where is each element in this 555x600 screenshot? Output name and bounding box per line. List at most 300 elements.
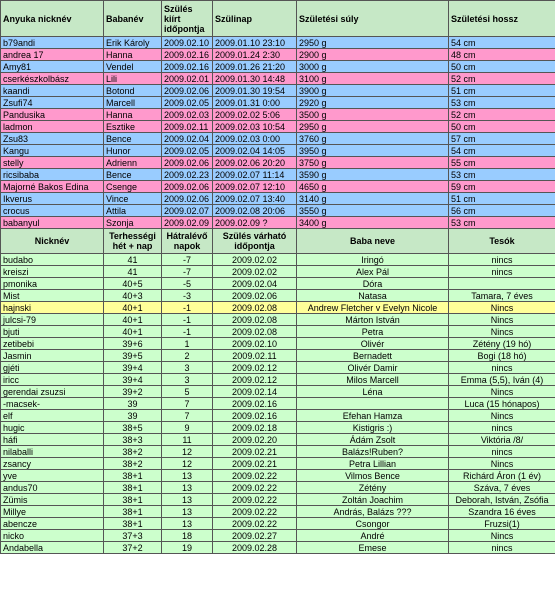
expected-cell: kreiszi [1, 266, 104, 278]
expected-table-row [1, 338, 555, 350]
expected-cell: 2009.02.22 [213, 494, 297, 506]
birth-table-row [1, 73, 555, 85]
birth-table-row [1, 121, 555, 133]
expected-cell: Tamara, 7 éves [449, 290, 555, 302]
expected-cell: 39+2 [104, 386, 162, 398]
birth-cell: 2950 g [297, 37, 449, 49]
expected-cell: -5 [162, 278, 213, 290]
expected-cell: -1 [162, 326, 213, 338]
birth-header-cell: Szülinap [213, 1, 297, 37]
birth-header-cell: Babanév [104, 1, 162, 37]
expected-cell: 41 [104, 266, 162, 278]
expected-cell: Milos Marcell [297, 374, 449, 386]
expected-cell: Zétény (19 hó) [449, 338, 555, 350]
birth-cell: 2009.02.01 [162, 73, 213, 85]
expected-table-row [1, 398, 555, 410]
birth-cell: 2009.02.06 [162, 157, 213, 169]
expected-table-row [1, 254, 555, 266]
birth-cell: 2009.02.10 [162, 37, 213, 49]
birth-cell: 2009.02.16 [162, 49, 213, 61]
expected-cell: Dóra [297, 278, 449, 290]
expected-cell: Zümis [1, 494, 104, 506]
birth-cell: 3400 g [297, 217, 449, 229]
expected-cell: gjéti [1, 362, 104, 374]
birth-header-cell: Születési hossz [449, 1, 555, 37]
expected-cell: Kistigris :) [297, 422, 449, 434]
expected-table-row [1, 446, 555, 458]
birth-table-row [1, 61, 555, 73]
expected-cell: 39 [104, 398, 162, 410]
birth-cell: Szonja [104, 217, 162, 229]
expected-cell: 38+2 [104, 446, 162, 458]
birth-cell: cserkészkolbász [1, 73, 104, 85]
birth-cell: 2009.02.07 [162, 205, 213, 217]
birth-cell: 2009.02.03 0:00 [213, 133, 297, 145]
expected-cell: 40+5 [104, 278, 162, 290]
expected-cell: nincs [449, 266, 555, 278]
expected-header-cell: Szülés várható időpontja [213, 229, 297, 254]
birth-cell: 2009.01.26 21:20 [213, 61, 297, 73]
expected-cell: nincs [449, 542, 555, 554]
expected-cell: Nincs [449, 326, 555, 338]
birth-cell: Esztike [104, 121, 162, 133]
expected-cell: 2009.02.08 [213, 302, 297, 314]
expected-cell: Zoltán Joachim [297, 494, 449, 506]
expected-cell: 11 [162, 434, 213, 446]
expected-cell: -1 [162, 302, 213, 314]
birth-cell: Zsu83 [1, 133, 104, 145]
expected-cell: Nincs [449, 458, 555, 470]
expected-cell: Bernadett [297, 350, 449, 362]
expected-cell: 19 [162, 542, 213, 554]
expected-header-cell: Nicknév [1, 229, 104, 254]
expected-cell: julcsi-79 [1, 314, 104, 326]
expected-table-row [1, 494, 555, 506]
expected-cell: Zétény [297, 482, 449, 494]
expected-cell: Iringó [297, 254, 449, 266]
expected-cell: abencze [1, 518, 104, 530]
expected-table-row [1, 434, 555, 446]
expected-cell: 13 [162, 518, 213, 530]
expected-cell: 38+5 [104, 422, 162, 434]
birth-cell: 2009.01.31 0:00 [213, 97, 297, 109]
expected-cell: nincs [449, 362, 555, 374]
expected-table-row [1, 290, 555, 302]
expected-cell: 2009.02.06 [213, 290, 297, 302]
expected-cell: 7 [162, 410, 213, 422]
birth-cell: 3500 g [297, 109, 449, 121]
expected-cell: 12 [162, 446, 213, 458]
expected-cell: 1 [162, 338, 213, 350]
expected-table-row [1, 482, 555, 494]
birth-cell: 57 cm [449, 133, 555, 145]
birth-table-row [1, 37, 555, 49]
expected-cell: 38+1 [104, 518, 162, 530]
birth-cell: Ikverus [1, 193, 104, 205]
expected-cell: 2009.02.18 [213, 422, 297, 434]
birth-cell: 55 cm [449, 157, 555, 169]
expected-cell: 2009.02.02 [213, 266, 297, 278]
birth-table-row [1, 205, 555, 217]
birth-cell: 52 cm [449, 73, 555, 85]
expected-cell: nincs [449, 446, 555, 458]
expected-table-row [1, 458, 555, 470]
birth-cell: Attila [104, 205, 162, 217]
expected-cell: 3 [162, 362, 213, 374]
expected-cell: nilaballi [1, 446, 104, 458]
expected-cell [449, 278, 555, 290]
expected-cell: 38+1 [104, 506, 162, 518]
expected-cell: -macsek- [1, 398, 104, 410]
expected-cell: 40+3 [104, 290, 162, 302]
birth-cell: Adrienn [104, 157, 162, 169]
expected-cell: 37+3 [104, 530, 162, 542]
birth-table-row [1, 181, 555, 193]
expected-table-row [1, 530, 555, 542]
expected-table-row [1, 542, 555, 554]
expected-cell: Viktória /8/ [449, 434, 555, 446]
expected-cell: 2009.02.22 [213, 470, 297, 482]
expected-cell: nincs [449, 422, 555, 434]
birth-header-cell: Anyuka nicknév [1, 1, 104, 37]
expected-cell: 2009.02.02 [213, 254, 297, 266]
expected-cell: 2009.02.22 [213, 482, 297, 494]
birth-cell: 2009.01.10 23:10 [213, 37, 297, 49]
birth-cell: 3590 g [297, 169, 449, 181]
birth-cell: 2009.02.06 20:20 [213, 157, 297, 169]
expected-cell: budabo [1, 254, 104, 266]
birth-cell: 2009.02.23 [162, 169, 213, 181]
expected-cell: 39+4 [104, 362, 162, 374]
birth-cell: 2009.02.09 [162, 217, 213, 229]
expected-cell: zsancy [1, 458, 104, 470]
expected-cell: -7 [162, 266, 213, 278]
expected-cell: zetibebi [1, 338, 104, 350]
expected-cell: gerendai zsuzsi [1, 386, 104, 398]
expected-table-header [1, 229, 555, 254]
expected-cell: Nincs [449, 314, 555, 326]
expected-cell: 38+3 [104, 434, 162, 446]
expected-cell: 13 [162, 494, 213, 506]
birth-cell: Vince [104, 193, 162, 205]
birth-cell: stelly [1, 157, 104, 169]
birth-cell: 2900 g [297, 49, 449, 61]
birth-table-row [1, 97, 555, 109]
birth-cell: Pandusika [1, 109, 104, 121]
expected-cell: 2009.02.04 [213, 278, 297, 290]
expected-cell: Natasa [297, 290, 449, 302]
expected-table-row [1, 386, 555, 398]
birth-cell: Marcell [104, 97, 162, 109]
birth-cell: 3550 g [297, 205, 449, 217]
expected-cell: 41 [104, 254, 162, 266]
birth-table-row [1, 193, 555, 205]
expected-cell: Jasmin [1, 350, 104, 362]
birth-cell: 52 cm [449, 109, 555, 121]
expected-cell: 2009.02.08 [213, 314, 297, 326]
expected-cell: 2009.02.14 [213, 386, 297, 398]
expected-cell: 39+6 [104, 338, 162, 350]
birth-cell: 2009.02.09 ? [213, 217, 297, 229]
birth-table-row [1, 217, 555, 229]
birth-cell: 2009.02.02 5:06 [213, 109, 297, 121]
expected-cell: 38+1 [104, 470, 162, 482]
expected-cell: 2009.02.20 [213, 434, 297, 446]
birth-cell: 2920 g [297, 97, 449, 109]
expected-cell: 40+1 [104, 326, 162, 338]
birth-cell: 3750 g [297, 157, 449, 169]
birth-cell: 2009.02.07 11:14 [213, 169, 297, 181]
birth-cell: Botond [104, 85, 162, 97]
expected-cell: 2009.02.11 [213, 350, 297, 362]
birth-cell: Lili [104, 73, 162, 85]
expected-cell: 2009.02.12 [213, 374, 297, 386]
expected-cell: 2009.02.16 [213, 398, 297, 410]
expected-table-row [1, 302, 555, 314]
expected-cell: 39 [104, 410, 162, 422]
expected-table-row [1, 362, 555, 374]
birth-table-row [1, 49, 555, 61]
expected-table-row [1, 266, 555, 278]
expected-cell [297, 398, 449, 410]
birth-table-row [1, 157, 555, 169]
birth-table-header [1, 1, 555, 37]
expected-cell: 2 [162, 350, 213, 362]
birth-table-row [1, 109, 555, 121]
expected-cell: Nincs [449, 386, 555, 398]
expected-cell: Petra [297, 326, 449, 338]
expected-cell: Nincs [449, 410, 555, 422]
birth-cell: Bence [104, 133, 162, 145]
birth-cell: Bence [104, 169, 162, 181]
expected-cell: Andrew Fletcher v Evelyn Nicole [297, 302, 449, 314]
birth-cell: 3000 g [297, 61, 449, 73]
expected-table-row [1, 314, 555, 326]
expected-cell: Emma (5,5), Iván (4) [449, 374, 555, 386]
birth-cell: 2009.02.05 [162, 97, 213, 109]
birth-cell: 2009.02.06 [162, 193, 213, 205]
expected-cell: Petra Lillian [297, 458, 449, 470]
expected-cell: Millye [1, 506, 104, 518]
birth-cell: Amy81 [1, 61, 104, 73]
birth-cell: Hanna [104, 109, 162, 121]
birth-cell: 53 cm [449, 169, 555, 181]
birth-cell: 3900 g [297, 85, 449, 97]
expected-cell: Mist [1, 290, 104, 302]
expected-cell: yve [1, 470, 104, 482]
birth-cell: 59 cm [449, 181, 555, 193]
birth-cell: 53 cm [449, 217, 555, 229]
expected-cell: Andabella [1, 542, 104, 554]
expected-cell: 37+2 [104, 542, 162, 554]
birth-cell: Kangu [1, 145, 104, 157]
birth-cell: 3140 g [297, 193, 449, 205]
birth-cell: 2009.01.24 2:30 [213, 49, 297, 61]
expected-cell: 2009.02.21 [213, 446, 297, 458]
expected-cell: Vilmos Bence [297, 470, 449, 482]
expected-cell: Márton István [297, 314, 449, 326]
birth-cell: babanyul [1, 217, 104, 229]
expected-table-row [1, 518, 555, 530]
expected-cell: 2009.02.22 [213, 506, 297, 518]
expected-cell: 2009.02.27 [213, 530, 297, 542]
birth-cell: 2009.02.16 [162, 61, 213, 73]
expected-cell: Olivér [297, 338, 449, 350]
birth-cell: Zsufi74 [1, 97, 104, 109]
expected-cell: 40+1 [104, 302, 162, 314]
expected-table-row [1, 470, 555, 482]
expected-cell: 39+5 [104, 350, 162, 362]
birth-cell: 51 cm [449, 85, 555, 97]
birth-cell: andrea 17 [1, 49, 104, 61]
expected-cell: Csongor [297, 518, 449, 530]
birth-cell: 2009.02.05 [162, 145, 213, 157]
expected-cell: Szandra 16 éves [449, 506, 555, 518]
expected-cell: 13 [162, 482, 213, 494]
expected-cell: elf [1, 410, 104, 422]
expected-cell: bjuti [1, 326, 104, 338]
expected-cell: Emese [297, 542, 449, 554]
birth-cell: 54 cm [449, 37, 555, 49]
birth-cell: 2009.01.30 14:48 [213, 73, 297, 85]
birth-table-row [1, 169, 555, 181]
expected-cell: Olivér Damir [297, 362, 449, 374]
birth-table-row [1, 145, 555, 157]
expected-header-cell: Terhességi hét + nap [104, 229, 162, 254]
birth-cell: 2009.02.07 12:10 [213, 181, 297, 193]
expected-cell: André [297, 530, 449, 542]
expected-cell: 2009.02.28 [213, 542, 297, 554]
expected-cell: 40+1 [104, 314, 162, 326]
expected-cell: 2009.02.21 [213, 458, 297, 470]
expected-cell: 38+1 [104, 494, 162, 506]
birth-cell: 2009.02.04 [162, 133, 213, 145]
birth-header-cell: Szülés kiírt időpontja [162, 1, 213, 37]
expected-cell: 3 [162, 374, 213, 386]
expected-table-row [1, 410, 555, 422]
expected-cell: 38+1 [104, 482, 162, 494]
expected-table-row [1, 326, 555, 338]
expected-cell: 5 [162, 386, 213, 398]
birth-cell: 2009.02.11 [162, 121, 213, 133]
expected-cell: hugic [1, 422, 104, 434]
birth-cell: 4650 g [297, 181, 449, 193]
expected-table-row [1, 506, 555, 518]
birth-cell: 3760 g [297, 133, 449, 145]
expected-cell: 2009.02.22 [213, 518, 297, 530]
birth-cell: b79andi [1, 37, 104, 49]
expected-cell: 39+4 [104, 374, 162, 386]
expected-cell: András, Balázs ??? [297, 506, 449, 518]
birth-cell: Hunor [104, 145, 162, 157]
birth-cell: 3100 g [297, 73, 449, 85]
birth-cell: 2009.02.06 [162, 85, 213, 97]
expected-cell: 2009.02.08 [213, 326, 297, 338]
expected-cell: pmonika [1, 278, 104, 290]
expected-cell: Richárd Áron (1 év) [449, 470, 555, 482]
birth-cell: 50 cm [449, 61, 555, 73]
birth-cell: 56 cm [449, 205, 555, 217]
birth-cell: kaandi [1, 85, 104, 97]
expected-cell: Balázs!Ruben? [297, 446, 449, 458]
birth-cell: Hanna [104, 49, 162, 61]
birth-cell: Erik Károly [104, 37, 162, 49]
expected-header-cell: Hátralévő napok [162, 229, 213, 254]
birth-cell: 2009.02.03 10:54 [213, 121, 297, 133]
expected-table-row [1, 374, 555, 386]
birth-cell: ladmon [1, 121, 104, 133]
birth-cell: Majorné Bakos Edina [1, 181, 104, 193]
expected-cell: Deborah, István, Zsófia [449, 494, 555, 506]
expected-cell: iricc [1, 374, 104, 386]
birth-cell: 53 cm [449, 97, 555, 109]
expected-cell: Száva, 7 éves [449, 482, 555, 494]
birth-cell: 54 cm [449, 145, 555, 157]
expected-cell: hajnski [1, 302, 104, 314]
expected-cell: Ádám Zsolt [297, 434, 449, 446]
expected-cell: Nincs [449, 302, 555, 314]
expected-cell: Efehan Hamza [297, 410, 449, 422]
expected-cell: Léna [297, 386, 449, 398]
expected-cell: Alex Pál [297, 266, 449, 278]
expected-cell: 18 [162, 530, 213, 542]
expected-cell: -1 [162, 314, 213, 326]
birth-cell: 50 cm [449, 121, 555, 133]
birth-cell: 2009.02.04 14:05 [213, 145, 297, 157]
birth-cell: 2009.02.06 [162, 181, 213, 193]
expected-cell: 2009.02.10 [213, 338, 297, 350]
expected-cell: -7 [162, 254, 213, 266]
expected-cell: 2009.02.12 [213, 362, 297, 374]
expected-cell: Luca (15 hónapos) [449, 398, 555, 410]
expected-header-cell: Tesók [449, 229, 555, 254]
expected-table-row [1, 350, 555, 362]
expected-header-cell: Baba neve [297, 229, 449, 254]
birth-cell: ricsibaba [1, 169, 104, 181]
birth-cell: crocus [1, 205, 104, 217]
expected-cell: nicko [1, 530, 104, 542]
birth-cell: 2009.02.07 13:40 [213, 193, 297, 205]
birth-cell: 2009.02.08 20:06 [213, 205, 297, 217]
expected-table-row [1, 278, 555, 290]
birth-cell: 2009.02.03 [162, 109, 213, 121]
birth-cell: 2950 g [297, 121, 449, 133]
birth-cell: 51 cm [449, 193, 555, 205]
birth-cell: 48 cm [449, 49, 555, 61]
expected-cell: -3 [162, 290, 213, 302]
birth-cell: Csenge [104, 181, 162, 193]
birth-cell: 3950 g [297, 145, 449, 157]
expected-cell: Bogi (18 hó) [449, 350, 555, 362]
birth-header-cell: Születési súly [297, 1, 449, 37]
birth-cell: Vendel [104, 61, 162, 73]
expected-cell: 12 [162, 458, 213, 470]
birth-cell: 2009.01.30 19:54 [213, 85, 297, 97]
expected-cell: 38+2 [104, 458, 162, 470]
expected-cell: Nincs [449, 530, 555, 542]
expected-cell: nincs [449, 254, 555, 266]
expected-cell: 7 [162, 398, 213, 410]
expected-cell: 2009.02.16 [213, 410, 297, 422]
birth-table-row [1, 85, 555, 97]
expected-cell: 13 [162, 470, 213, 482]
expected-cell: Fruzsi(1) [449, 518, 555, 530]
expected-cell: 9 [162, 422, 213, 434]
expected-cell: háfi [1, 434, 104, 446]
expected-table-row [1, 422, 555, 434]
expected-cell: andus70 [1, 482, 104, 494]
expected-cell: 13 [162, 506, 213, 518]
